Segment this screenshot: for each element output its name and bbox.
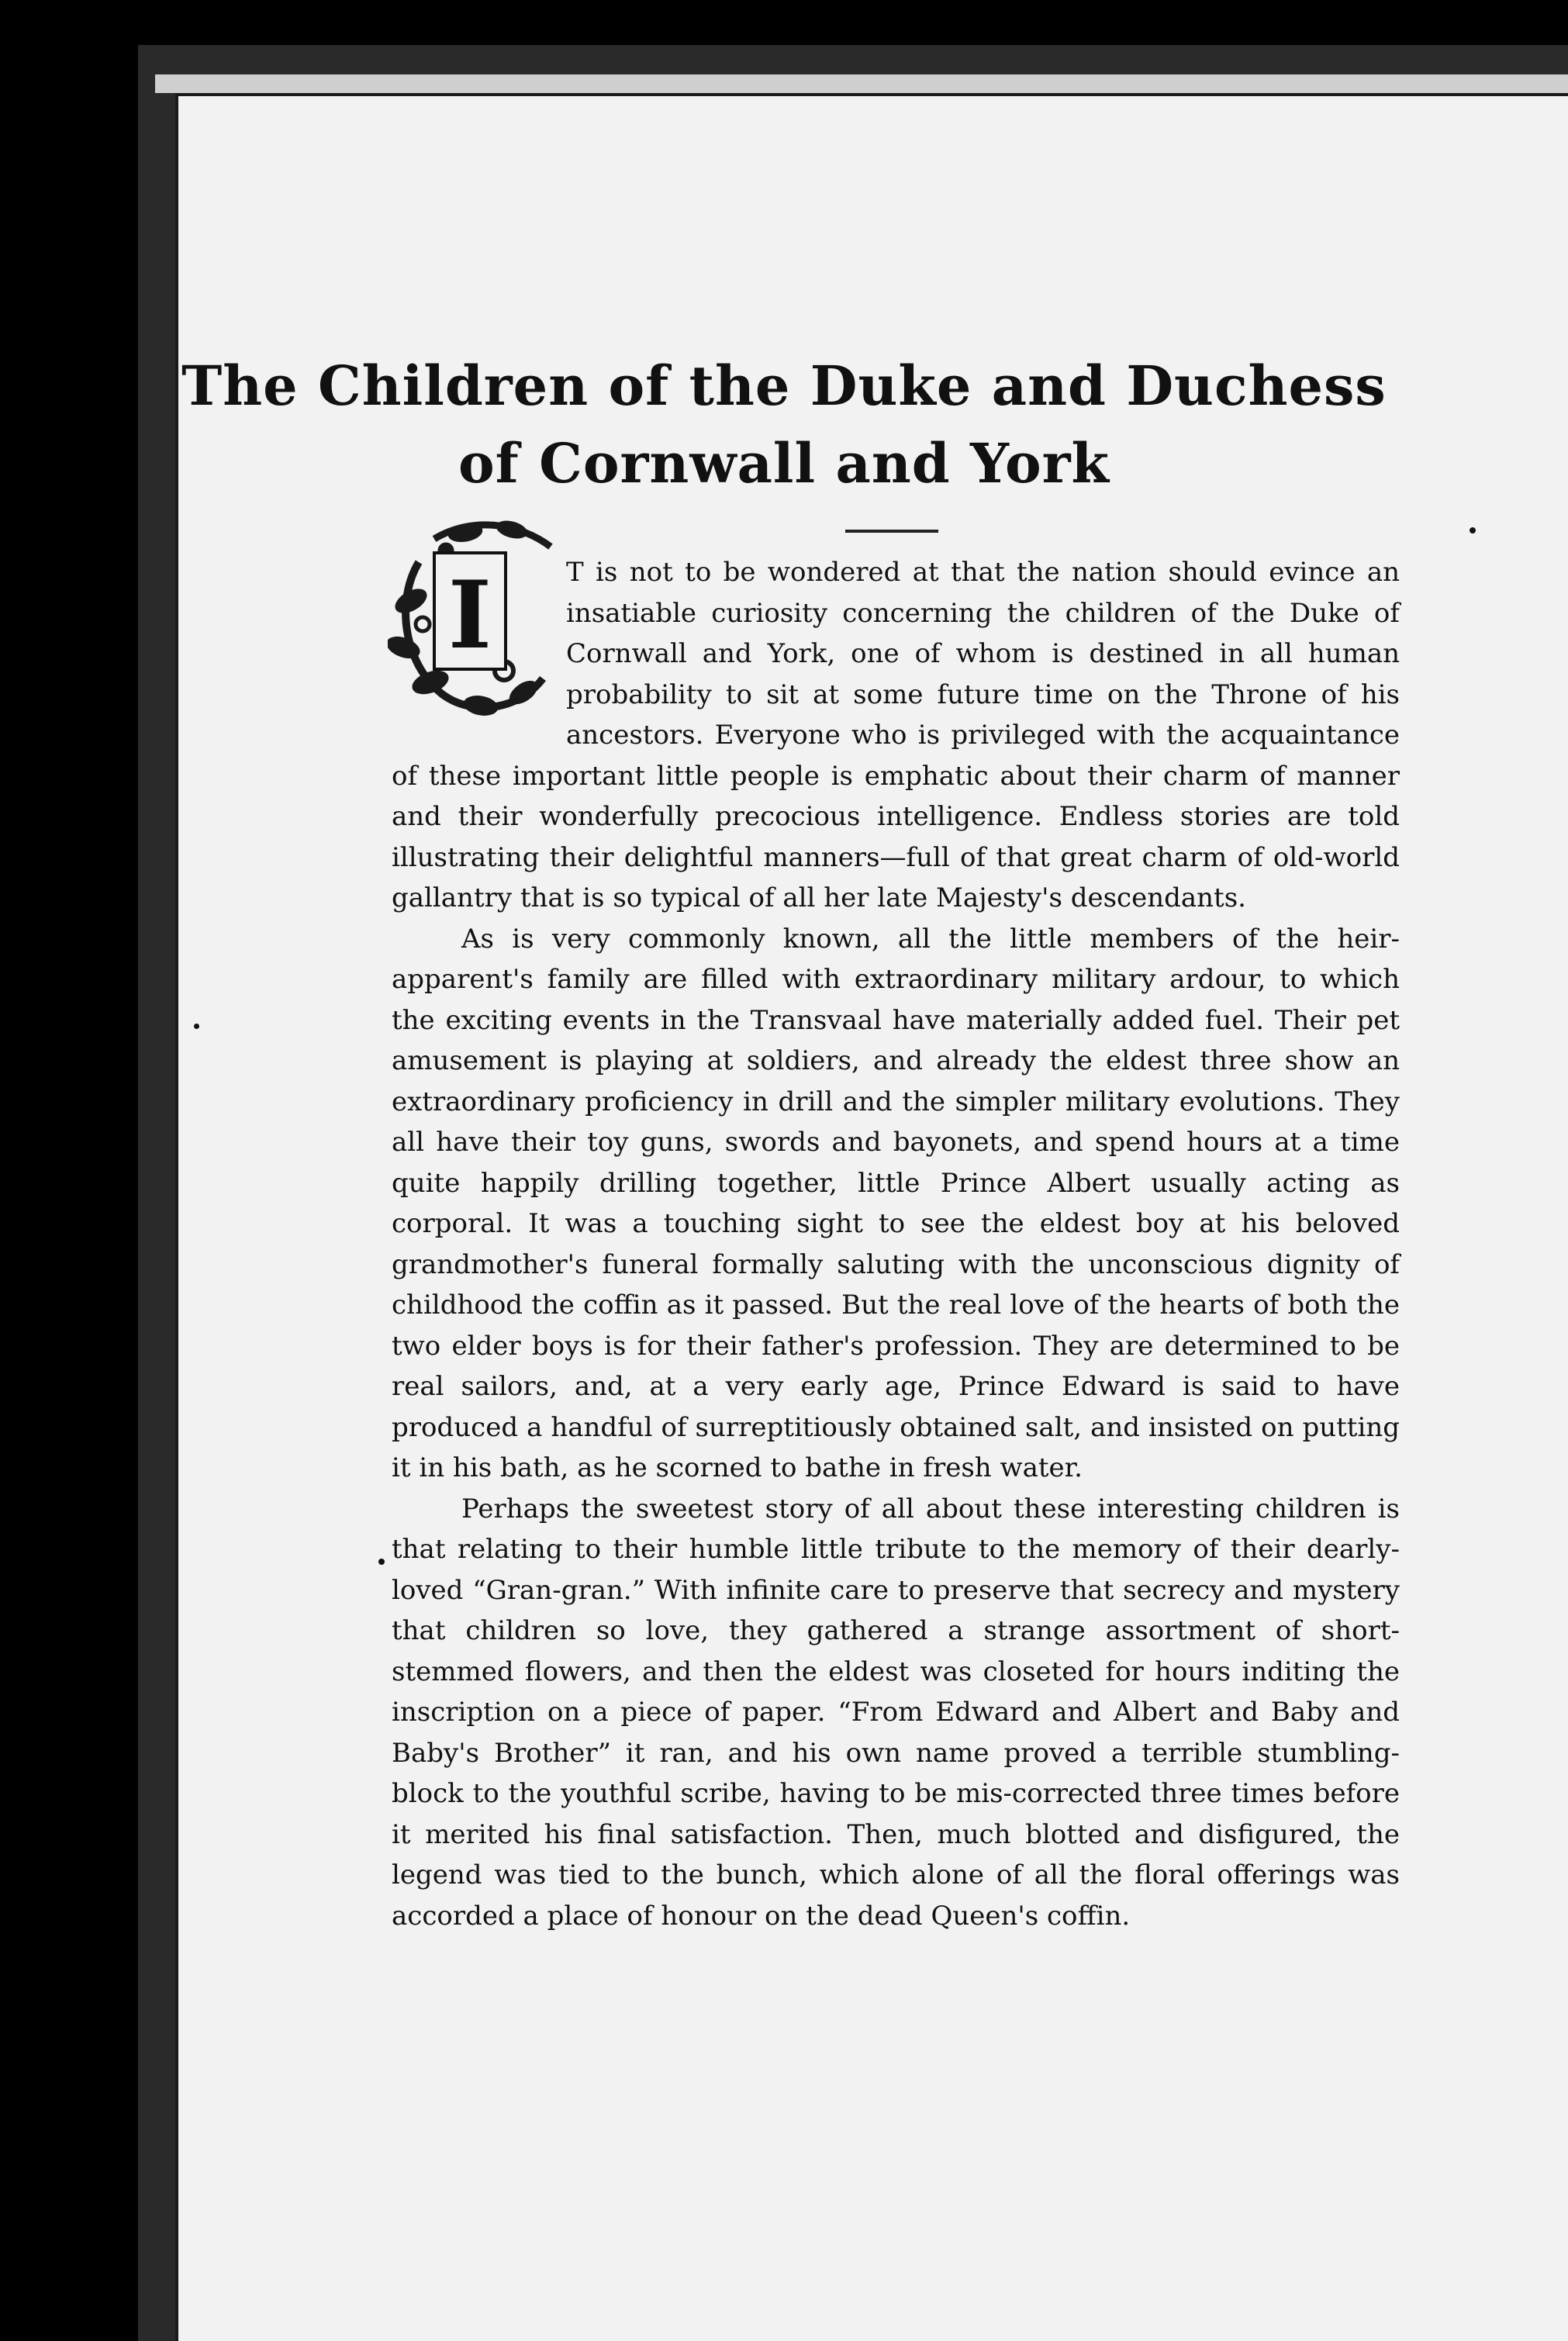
paragraph-1 — [392, 552, 1400, 919]
title-divider — [845, 530, 938, 533]
paragraph-2: As is very commonly known, all the little members of the heir-apparent's family are filled with extraordinary military ardour, to which the exciting events in the Transvaal have materially added fuel. Their pet amusement is playing at soldiers, and already the eldest three show an extraordinary proficiency in drill and the simpler military evolutions. They all have their toy guns, swords and bayonets, and spend hours at a time quite happily drilling together, little Prince Albert usually acting as corporal. It was a touching sight to see the eldest boy at his beloved grandmother's funeral formally saluting with the unconscious dignity of childhood the coffin as it passed. But the real love of the hearts of both the two elder boys is for their father's profession. They are determined to be real sailors, and, at a very early age, Prince Edward is said to have produced a handful of surreptitiously obtained salt, and insisted on putting it in his bath, as he scorned to bathe in fresh water. — [392, 923, 1400, 1483]
article-title — [0, 347, 1568, 502]
dropcap-letter: I — [447, 561, 492, 670]
dropcap-float — [392, 544, 566, 742]
scan-speck — [378, 1559, 385, 1565]
scan-speck — [1470, 527, 1476, 533]
scan-speck — [194, 1024, 199, 1029]
paragraph-3: Perhaps the sweetest story of all about these interesting children is that relating to their humble little tribute to the memory of their dearly-loved “Gran-gran.” With infinite care to preserve that secrecy and mystery that children so love, they gathered a strange assortment of short-stemmed flowers, and then the eldest was closeted for hours inditing the inscription on a piece of paper. “From Edward and Albert and Baby and Baby's Brother” it ran, and his own name proved a terrible stumbling-block to the youthful scribe, having to be mis-corrected three times before it merited his final satisfaction. Then, much blotted and disfigured, the legend was tied to the bunch, which alone of all the floral offerings was accorded a place of honour on the dead Queen's coffin. — [392, 1493, 1400, 1932]
article-body — [392, 552, 1400, 1936]
title-line-2: of Cornwall and York — [458, 431, 1110, 495]
title-line-1: The Children of the Duke and Duchess — [181, 354, 1387, 418]
paragraph-1-text: T is not to be wondered at that the nation should evince an insatiable curiosity concerning the children of the Duke of Cornwall and York, one of whom is destined in all human probability to sit at some future time on the Throne of his ancestors. Everyone who is privileged with the acquaintance of these important little people is emphatic about their charm of manner and their wonderfully precocious intelligence. Endless stories are told illustrating their delightful manners—full of that great charm of old-world gallantry that is so typical of all her late Majesty's descendants. — [392, 557, 1400, 913]
page-edge — [155, 74, 1568, 93]
